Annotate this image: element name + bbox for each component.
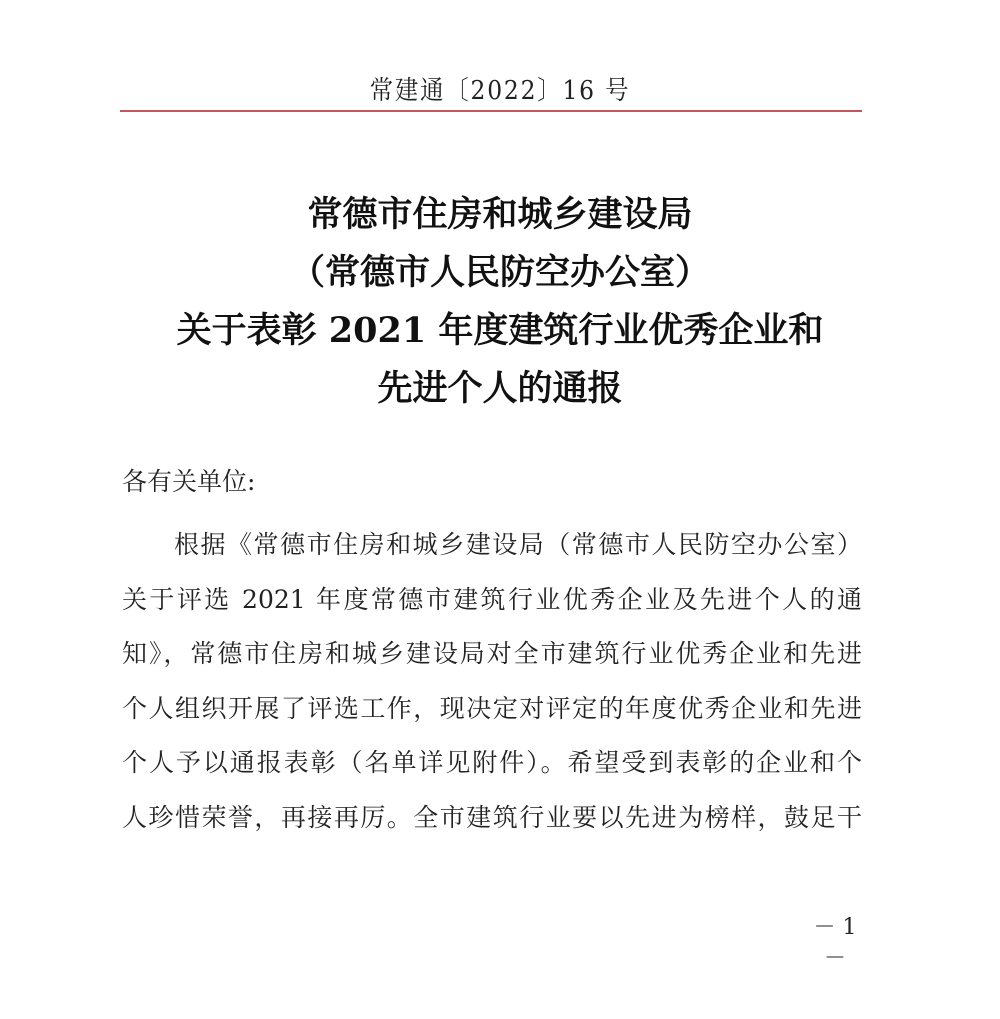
paragraph-line-3: 知》，常德市住房和城乡建设局对全市建筑行业优秀企业和先进 [122, 639, 862, 668]
body-paragraph [122, 518, 862, 845]
paragraph-line-4: 个人组织开展了评选工作，现决定对评定的年度优秀企业和先进 [122, 693, 862, 723]
title-line-4: 先进个人的通报 [377, 368, 623, 409]
red-header-rule [120, 110, 862, 112]
title-line-3: 关于表彰 2021 年度建筑行业优秀企业和 [176, 310, 824, 351]
title-line-1: 常德市住房和城乡建设局 [307, 194, 693, 235]
salutation: 各有关单位: [122, 467, 256, 496]
document-title [0, 186, 1000, 418]
title-line-2: （常德市人民防空办公室） [289, 252, 710, 293]
paragraph-line-6: 人珍惜荣誉，再接再厉。全市建筑行业要以先进为榜样，鼓足干 [122, 802, 862, 832]
paragraph-line-5: 个人予以通报表彰（名单详见附件）。希望受到表彰的企业和个 [122, 748, 862, 777]
document-number: 常建通〔2022〕16 号 [369, 76, 631, 106]
paragraph-line-1: 根据《常德市住房和城乡建设局（常德市人民防空办公室） [174, 530, 862, 559]
page-number: － 1 － [813, 915, 857, 971]
paragraph-line-2: 关于评选 2021 年度常德市建筑行业优秀企业及先进个人的通 [122, 584, 862, 614]
